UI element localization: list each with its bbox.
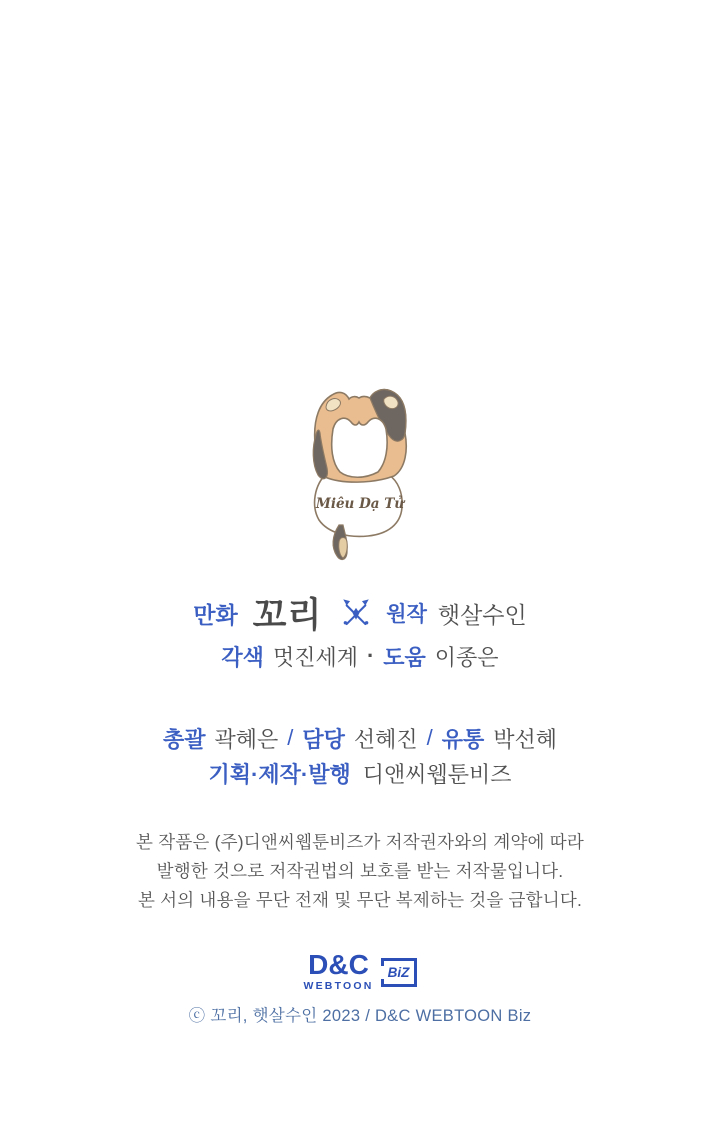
cat-logo-wordmark: Miêu Dạ Tử [315, 496, 405, 512]
notice-line: 본 서의 내용을 무단 전재 및 무단 복제하는 것을 금합니다. [137, 890, 583, 910]
cat-logo-graphic [299, 385, 421, 565]
copyright-notice [0, 828, 720, 915]
publisher-logo-sub: WEBTOON [303, 980, 374, 992]
adapter-name: 멋진세계 [272, 644, 358, 670]
label-distribution: 유통 [441, 726, 485, 752]
dot-separator: · [366, 643, 375, 668]
publisher-logo-wordmark [303, 951, 373, 992]
credit-line-adaptation [0, 640, 720, 672]
assistant-name: 이종은 [434, 644, 499, 670]
notice-line: 본 작품은 (주)디앤씨웹툰비즈가 저작권자와의 계약에 따라 [136, 832, 584, 852]
director-name: 곽혜은 [214, 726, 279, 752]
label-assist: 도움 [383, 644, 426, 670]
publisher-logo-main: D&C [308, 949, 369, 980]
label-original: 원작 [386, 603, 427, 626]
cat-face-opening [332, 418, 387, 477]
slash-separator: / [426, 725, 433, 750]
copyright-line: ⓒ 꼬리, 햇살수인 2023 / D&C WEBTOON Biz [188, 1007, 532, 1025]
label-director: 총괄 [162, 726, 206, 752]
credit-line-staff [0, 722, 720, 754]
label-adaptation: 각색 [221, 644, 264, 670]
original-author: 햇살수인 [437, 601, 527, 628]
manager-name: 선혜진 [353, 726, 418, 752]
publisher-logo [0, 951, 720, 992]
publisher-name: 디앤씨웹툰비즈 [362, 761, 512, 787]
notice-line: 발행한 것으로 저작권법의 보호를 받는 저작물입니다. [156, 861, 564, 881]
distributor-name: 박선혜 [493, 726, 558, 752]
slash-separator: / [287, 725, 294, 750]
credit-line-publishing [0, 757, 720, 789]
label-publishing: 기획·제작·발행 [208, 761, 351, 787]
biz-badge-text: BiZ [387, 965, 410, 981]
crossed-swords-icon [339, 597, 373, 629]
work-title: 꼬리 [252, 596, 323, 635]
biz-badge [381, 958, 417, 987]
cat-mascot-logo [299, 385, 421, 565]
label-manager: 담당 [302, 726, 345, 752]
label-comic: 만화 [193, 601, 238, 628]
credit-line-main [0, 592, 720, 634]
